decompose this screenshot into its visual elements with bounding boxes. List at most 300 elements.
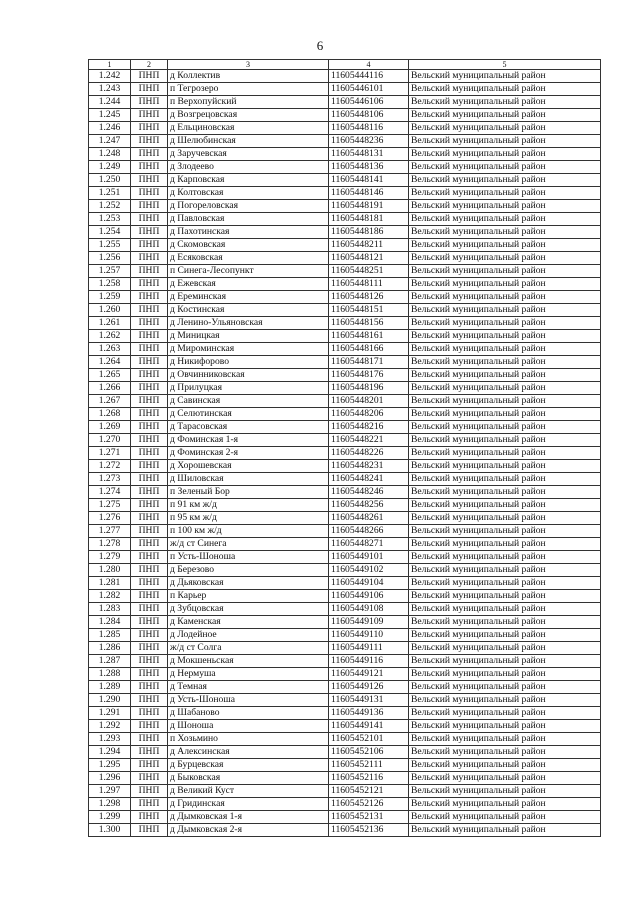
row-number-cell: 1.290: [89, 694, 131, 707]
table-row: [89, 382, 601, 395]
settlements-table: [88, 59, 601, 837]
row-number-cell: 1.300: [89, 824, 131, 837]
district-cell: Вельский муниципальный район: [409, 772, 601, 785]
district-cell: Вельский муниципальный район: [409, 395, 601, 408]
table-row: [89, 161, 601, 174]
oktmo-code-cell: 11605452101: [329, 733, 409, 746]
oktmo-code-cell: 11605448256: [329, 499, 409, 512]
settlement-name-cell: д Дымковская 2-я: [168, 824, 329, 837]
type-cell: ПНП: [131, 746, 168, 759]
row-number-cell: 1.259: [89, 291, 131, 304]
type-cell: ПНП: [131, 460, 168, 473]
district-cell: Вельский муниципальный район: [409, 642, 601, 655]
settlement-name-cell: д Хорошевская: [168, 460, 329, 473]
district-cell: Вельский муниципальный район: [409, 707, 601, 720]
row-number-cell: 1.262: [89, 330, 131, 343]
row-number-cell: 1.248: [89, 148, 131, 161]
row-number-cell: 1.277: [89, 525, 131, 538]
table-row: [89, 408, 601, 421]
district-cell: Вельский муниципальный район: [409, 317, 601, 330]
district-cell: Вельский муниципальный район: [409, 161, 601, 174]
row-number-cell: 1.273: [89, 473, 131, 486]
oktmo-code-cell: 11605449111: [329, 642, 409, 655]
settlement-name-cell: д Тарасовская: [168, 421, 329, 434]
oktmo-code-cell: 11605448266: [329, 525, 409, 538]
row-number-cell: 1.278: [89, 538, 131, 551]
row-number-cell: 1.289: [89, 681, 131, 694]
table-row: [89, 733, 601, 746]
type-cell: ПНП: [131, 70, 168, 83]
table-body: [89, 70, 601, 837]
district-cell: Вельский муниципальный район: [409, 421, 601, 434]
table-row: [89, 590, 601, 603]
oktmo-code-cell: 11605448161: [329, 330, 409, 343]
table-row: [89, 525, 601, 538]
type-cell: ПНП: [131, 616, 168, 629]
oktmo-code-cell: 11605448216: [329, 421, 409, 434]
district-cell: Вельский муниципальный район: [409, 369, 601, 382]
table-row: [89, 759, 601, 772]
row-number-cell: 1.250: [89, 174, 131, 187]
type-cell: ПНП: [131, 421, 168, 434]
type-cell: ПНП: [131, 473, 168, 486]
oktmo-code-cell: 11605449101: [329, 551, 409, 564]
type-cell: ПНП: [131, 512, 168, 525]
oktmo-code-cell: 11605448116: [329, 122, 409, 135]
row-number-cell: 1.275: [89, 499, 131, 512]
district-cell: Вельский муниципальный район: [409, 265, 601, 278]
type-cell: ПНП: [131, 720, 168, 733]
row-number-cell: 1.279: [89, 551, 131, 564]
district-cell: Вельский муниципальный район: [409, 96, 601, 109]
settlement-name-cell: д Ежевская: [168, 278, 329, 291]
row-number-cell: 1.263: [89, 343, 131, 356]
row-number-cell: 1.265: [89, 369, 131, 382]
table-row: [89, 434, 601, 447]
oktmo-code-cell: 11605448111: [329, 278, 409, 291]
row-number-cell: 1.268: [89, 408, 131, 421]
settlement-name-cell: д Возгрецовская: [168, 109, 329, 122]
district-cell: Вельский муниципальный район: [409, 746, 601, 759]
table-row: [89, 512, 601, 525]
type-cell: ПНП: [131, 811, 168, 824]
row-number-cell: 1.285: [89, 629, 131, 642]
type-cell: ПНП: [131, 434, 168, 447]
settlement-name-cell: п 100 км ж/д: [168, 525, 329, 538]
district-cell: Вельский муниципальный район: [409, 148, 601, 161]
column-header: 2: [131, 60, 168, 70]
settlement-name-cell: д Дымковская 1-я: [168, 811, 329, 824]
type-cell: ПНП: [131, 252, 168, 265]
row-number-cell: 1.276: [89, 512, 131, 525]
settlement-name-cell: д Шабаново: [168, 707, 329, 720]
type-cell: ПНП: [131, 486, 168, 499]
type-cell: ПНП: [131, 694, 168, 707]
row-number-cell: 1.251: [89, 187, 131, 200]
oktmo-code-cell: 11605448211: [329, 239, 409, 252]
oktmo-code-cell: 11605448166: [329, 343, 409, 356]
settlement-name-cell: д Гридинская: [168, 798, 329, 811]
row-number-cell: 1.258: [89, 278, 131, 291]
table-row: [89, 577, 601, 590]
settlement-name-cell: д Прилуцкая: [168, 382, 329, 395]
district-cell: Вельский муниципальный район: [409, 356, 601, 369]
table-row: [89, 538, 601, 551]
settlement-name-cell: ж/д ст Синега: [168, 538, 329, 551]
table-row: [89, 811, 601, 824]
district-cell: Вельский муниципальный район: [409, 577, 601, 590]
type-cell: ПНП: [131, 317, 168, 330]
oktmo-code-cell: 11605449136: [329, 707, 409, 720]
settlement-name-cell: д Великий Куст: [168, 785, 329, 798]
oktmo-code-cell: 11605449108: [329, 603, 409, 616]
oktmo-code-cell: 11605448176: [329, 369, 409, 382]
page-number: 6: [316, 38, 324, 53]
row-number-cell: 1.274: [89, 486, 131, 499]
type-cell: ПНП: [131, 551, 168, 564]
table-row: [89, 668, 601, 681]
type-cell: ПНП: [131, 798, 168, 811]
row-number-cell: 1.261: [89, 317, 131, 330]
table-row: [89, 109, 601, 122]
district-cell: Вельский муниципальный район: [409, 343, 601, 356]
table-row: [89, 369, 601, 382]
settlement-name-cell: д Колтовская: [168, 187, 329, 200]
oktmo-code-cell: 11605449104: [329, 577, 409, 590]
district-cell: Вельский муниципальный район: [409, 330, 601, 343]
oktmo-code-cell: 11605449131: [329, 694, 409, 707]
oktmo-code-cell: 11605446106: [329, 96, 409, 109]
oktmo-code-cell: 11605452121: [329, 785, 409, 798]
type-cell: ПНП: [131, 629, 168, 642]
settlement-name-cell: д Заручевская: [168, 148, 329, 161]
oktmo-code-cell: 11605448191: [329, 200, 409, 213]
oktmo-code-cell: 11605448131: [329, 148, 409, 161]
type-cell: ПНП: [131, 395, 168, 408]
district-cell: Вельский муниципальный район: [409, 785, 601, 798]
type-cell: ПНП: [131, 356, 168, 369]
type-cell: ПНП: [131, 304, 168, 317]
district-cell: Вельский муниципальный район: [409, 603, 601, 616]
type-cell: ПНП: [131, 577, 168, 590]
row-number-cell: 1.257: [89, 265, 131, 278]
row-number-cell: 1.293: [89, 733, 131, 746]
settlement-name-cell: д Зубцовская: [168, 603, 329, 616]
settlement-name-cell: д Карповская: [168, 174, 329, 187]
settlement-name-cell: д Березово: [168, 564, 329, 577]
settlement-name-cell: д Савинская: [168, 395, 329, 408]
row-number-cell: 1.260: [89, 304, 131, 317]
oktmo-code-cell: 11605448151: [329, 304, 409, 317]
row-number-cell: 1.280: [89, 564, 131, 577]
row-number-cell: 1.269: [89, 421, 131, 434]
district-cell: Вельский муниципальный район: [409, 473, 601, 486]
type-cell: ПНП: [131, 590, 168, 603]
district-cell: Вельский муниципальный район: [409, 83, 601, 96]
table-row: [89, 720, 601, 733]
table-row: [89, 252, 601, 265]
column-header: 4: [329, 60, 409, 70]
type-cell: ПНП: [131, 109, 168, 122]
row-number-cell: 1.255: [89, 239, 131, 252]
settlement-name-cell: д Усть-Шоноша: [168, 694, 329, 707]
district-cell: Вельский муниципальный район: [409, 486, 601, 499]
district-cell: Вельский муниципальный район: [409, 109, 601, 122]
table-row: [89, 629, 601, 642]
type-cell: ПНП: [131, 239, 168, 252]
table-row: [89, 148, 601, 161]
row-number-cell: 1.283: [89, 603, 131, 616]
settlement-name-cell: д Алексинская: [168, 746, 329, 759]
row-number-cell: 1.249: [89, 161, 131, 174]
oktmo-code-cell: 11605449126: [329, 681, 409, 694]
settlement-name-cell: д Бурцевская: [168, 759, 329, 772]
district-cell: Вельский муниципальный район: [409, 408, 601, 421]
district-cell: Вельский муниципальный район: [409, 681, 601, 694]
settlement-name-cell: д Ленино-Ульяновская: [168, 317, 329, 330]
table-row: [89, 707, 601, 720]
oktmo-code-cell: 11605448126: [329, 291, 409, 304]
oktmo-code-cell: 11605448251: [329, 265, 409, 278]
district-cell: Вельский муниципальный район: [409, 434, 601, 447]
settlement-name-cell: ж/д ст Солга: [168, 642, 329, 655]
type-cell: ПНП: [131, 759, 168, 772]
row-number-cell: 1.272: [89, 460, 131, 473]
settlement-name-cell: д Погореловская: [168, 200, 329, 213]
type-cell: ПНП: [131, 655, 168, 668]
table-row: [89, 122, 601, 135]
table-row: [89, 317, 601, 330]
row-number-cell: 1.291: [89, 707, 131, 720]
settlement-name-cell: д Злодеево: [168, 161, 329, 174]
settlement-name-cell: п Зеленый Бор: [168, 486, 329, 499]
row-number-cell: 1.245: [89, 109, 131, 122]
settlement-name-cell: д Никифорово: [168, 356, 329, 369]
district-cell: Вельский муниципальный район: [409, 252, 601, 265]
type-cell: ПНП: [131, 226, 168, 239]
table-row: [89, 330, 601, 343]
oktmo-code-cell: 11605449110: [329, 629, 409, 642]
row-number-cell: 1.242: [89, 70, 131, 83]
table-row: [89, 694, 601, 707]
oktmo-code-cell: 11605449141: [329, 720, 409, 733]
type-cell: ПНП: [131, 824, 168, 837]
table-row: [89, 356, 601, 369]
oktmo-code-cell: 11605448271: [329, 538, 409, 551]
table-row: [89, 174, 601, 187]
settlement-name-cell: д Миницкая: [168, 330, 329, 343]
column-header: 1: [89, 60, 131, 70]
district-cell: Вельский муниципальный район: [409, 616, 601, 629]
table-row: [89, 304, 601, 317]
table-row: [89, 681, 601, 694]
district-cell: Вельский муниципальный район: [409, 564, 601, 577]
district-cell: Вельский муниципальный район: [409, 668, 601, 681]
settlement-name-cell: д Каменская: [168, 616, 329, 629]
district-cell: Вельский муниципальный район: [409, 291, 601, 304]
district-cell: Вельский муниципальный район: [409, 122, 601, 135]
row-number-cell: 1.270: [89, 434, 131, 447]
row-number-cell: 1.287: [89, 655, 131, 668]
settlement-name-cell: д Мокшеньская: [168, 655, 329, 668]
district-cell: Вельский муниципальный район: [409, 694, 601, 707]
oktmo-code-cell: 11605448181: [329, 213, 409, 226]
district-cell: Вельский муниципальный район: [409, 278, 601, 291]
oktmo-code-cell: 11605444116: [329, 70, 409, 83]
settlement-name-cell: д Есяковская: [168, 252, 329, 265]
settlement-name-cell: д Пахотинская: [168, 226, 329, 239]
table-row: [89, 785, 601, 798]
type-cell: ПНП: [131, 447, 168, 460]
type-cell: ПНП: [131, 213, 168, 226]
column-header: 3: [168, 60, 329, 70]
district-cell: Вельский муниципальный район: [409, 538, 601, 551]
type-cell: ПНП: [131, 291, 168, 304]
type-cell: ПНП: [131, 187, 168, 200]
district-cell: Вельский муниципальный район: [409, 655, 601, 668]
row-number-cell: 1.296: [89, 772, 131, 785]
district-cell: Вельский муниципальный район: [409, 135, 601, 148]
district-cell: Вельский муниципальный район: [409, 187, 601, 200]
oktmo-code-cell: 11605449102: [329, 564, 409, 577]
table-row: [89, 551, 601, 564]
type-cell: ПНП: [131, 135, 168, 148]
type-cell: ПНП: [131, 343, 168, 356]
table-row: [89, 499, 601, 512]
table-row: [89, 642, 601, 655]
district-cell: Вельский муниципальный район: [409, 512, 601, 525]
oktmo-code-cell: 11605448226: [329, 447, 409, 460]
oktmo-code-cell: 11605449121: [329, 668, 409, 681]
oktmo-code-cell: 11605449116: [329, 655, 409, 668]
table-row: [89, 824, 601, 837]
type-cell: ПНП: [131, 330, 168, 343]
district-cell: Вельский муниципальный район: [409, 304, 601, 317]
district-cell: Вельский муниципальный район: [409, 733, 601, 746]
table-row: [89, 486, 601, 499]
table-row: [89, 746, 601, 759]
table-row: [89, 564, 601, 577]
type-cell: ПНП: [131, 148, 168, 161]
settlement-name-cell: п 91 км ж/д: [168, 499, 329, 512]
row-number-cell: 1.294: [89, 746, 131, 759]
row-number-cell: 1.282: [89, 590, 131, 603]
table-row: [89, 603, 601, 616]
table-row: [89, 265, 601, 278]
row-number-cell: 1.298: [89, 798, 131, 811]
table-row: [89, 200, 601, 213]
district-cell: Вельский муниципальный район: [409, 70, 601, 83]
table-row: [89, 343, 601, 356]
settlement-name-cell: д Скомовская: [168, 239, 329, 252]
settlement-name-cell: д Лодейное: [168, 629, 329, 642]
oktmo-code-cell: 11605448261: [329, 512, 409, 525]
oktmo-code-cell: 11605448186: [329, 226, 409, 239]
table-row: [89, 187, 601, 200]
table-row: [89, 395, 601, 408]
table-row: [89, 135, 601, 148]
table-row: [89, 278, 601, 291]
oktmo-code-cell: 11605448171: [329, 356, 409, 369]
row-number-cell: 1.281: [89, 577, 131, 590]
type-cell: ПНП: [131, 161, 168, 174]
oktmo-code-cell: 11605449109: [329, 616, 409, 629]
settlement-name-cell: п Синега-Лесопункт: [168, 265, 329, 278]
district-cell: Вельский муниципальный район: [409, 382, 601, 395]
oktmo-code-cell: 11605448156: [329, 317, 409, 330]
oktmo-code-cell: 11605448106: [329, 109, 409, 122]
district-cell: Вельский муниципальный район: [409, 798, 601, 811]
oktmo-code-cell: 11605446101: [329, 83, 409, 96]
oktmo-code-cell: 11605448206: [329, 408, 409, 421]
row-number-cell: 1.266: [89, 382, 131, 395]
district-cell: Вельский муниципальный район: [409, 499, 601, 512]
oktmo-code-cell: 11605452116: [329, 772, 409, 785]
oktmo-code-cell: 11605448121: [329, 252, 409, 265]
row-number-cell: 1.256: [89, 252, 131, 265]
row-number-cell: 1.243: [89, 83, 131, 96]
settlement-name-cell: п Верхопуйский: [168, 96, 329, 109]
oktmo-code-cell: 11605448246: [329, 486, 409, 499]
district-cell: Вельский муниципальный район: [409, 200, 601, 213]
oktmo-code-cell: 11605448196: [329, 382, 409, 395]
settlement-name-cell: д Фоминская 2-я: [168, 447, 329, 460]
header-row: [89, 60, 601, 70]
settlement-name-cell: д Фоминская 1-я: [168, 434, 329, 447]
table-row: [89, 772, 601, 785]
settlement-name-cell: д Костинская: [168, 304, 329, 317]
settlement-name-cell: д Дьяковская: [168, 577, 329, 590]
row-number-cell: 1.299: [89, 811, 131, 824]
settlement-name-cell: д Ереминская: [168, 291, 329, 304]
type-cell: ПНП: [131, 499, 168, 512]
settlement-name-cell: д Мироминская: [168, 343, 329, 356]
table-row: [89, 460, 601, 473]
type-cell: ПНП: [131, 278, 168, 291]
settlement-name-cell: п Карьер: [168, 590, 329, 603]
settlement-name-cell: д Овчинниковская: [168, 369, 329, 382]
oktmo-code-cell: 11605448241: [329, 473, 409, 486]
oktmo-code-cell: 11605449106: [329, 590, 409, 603]
oktmo-code-cell: 11605452136: [329, 824, 409, 837]
type-cell: ПНП: [131, 200, 168, 213]
oktmo-code-cell: 11605452131: [329, 811, 409, 824]
settlement-name-cell: д Шоноша: [168, 720, 329, 733]
table-row: [89, 447, 601, 460]
settlement-name-cell: д Быковская: [168, 772, 329, 785]
type-cell: ПНП: [131, 538, 168, 551]
district-cell: Вельский муниципальный район: [409, 720, 601, 733]
type-cell: ПНП: [131, 382, 168, 395]
district-cell: Вельский муниципальный район: [409, 551, 601, 564]
type-cell: ПНП: [131, 707, 168, 720]
district-cell: Вельский муниципальный район: [409, 213, 601, 226]
district-cell: Вельский муниципальный район: [409, 824, 601, 837]
settlement-name-cell: д Нермуша: [168, 668, 329, 681]
type-cell: ПНП: [131, 733, 168, 746]
district-cell: Вельский муниципальный район: [409, 759, 601, 772]
row-number-cell: 1.247: [89, 135, 131, 148]
table-row: [89, 421, 601, 434]
type-cell: ПНП: [131, 772, 168, 785]
table-row: [89, 70, 601, 83]
table-row: [89, 96, 601, 109]
row-number-cell: 1.288: [89, 668, 131, 681]
oktmo-code-cell: 11605452126: [329, 798, 409, 811]
district-cell: Вельский муниципальный район: [409, 811, 601, 824]
settlement-name-cell: д Темная: [168, 681, 329, 694]
row-number-cell: 1.246: [89, 122, 131, 135]
